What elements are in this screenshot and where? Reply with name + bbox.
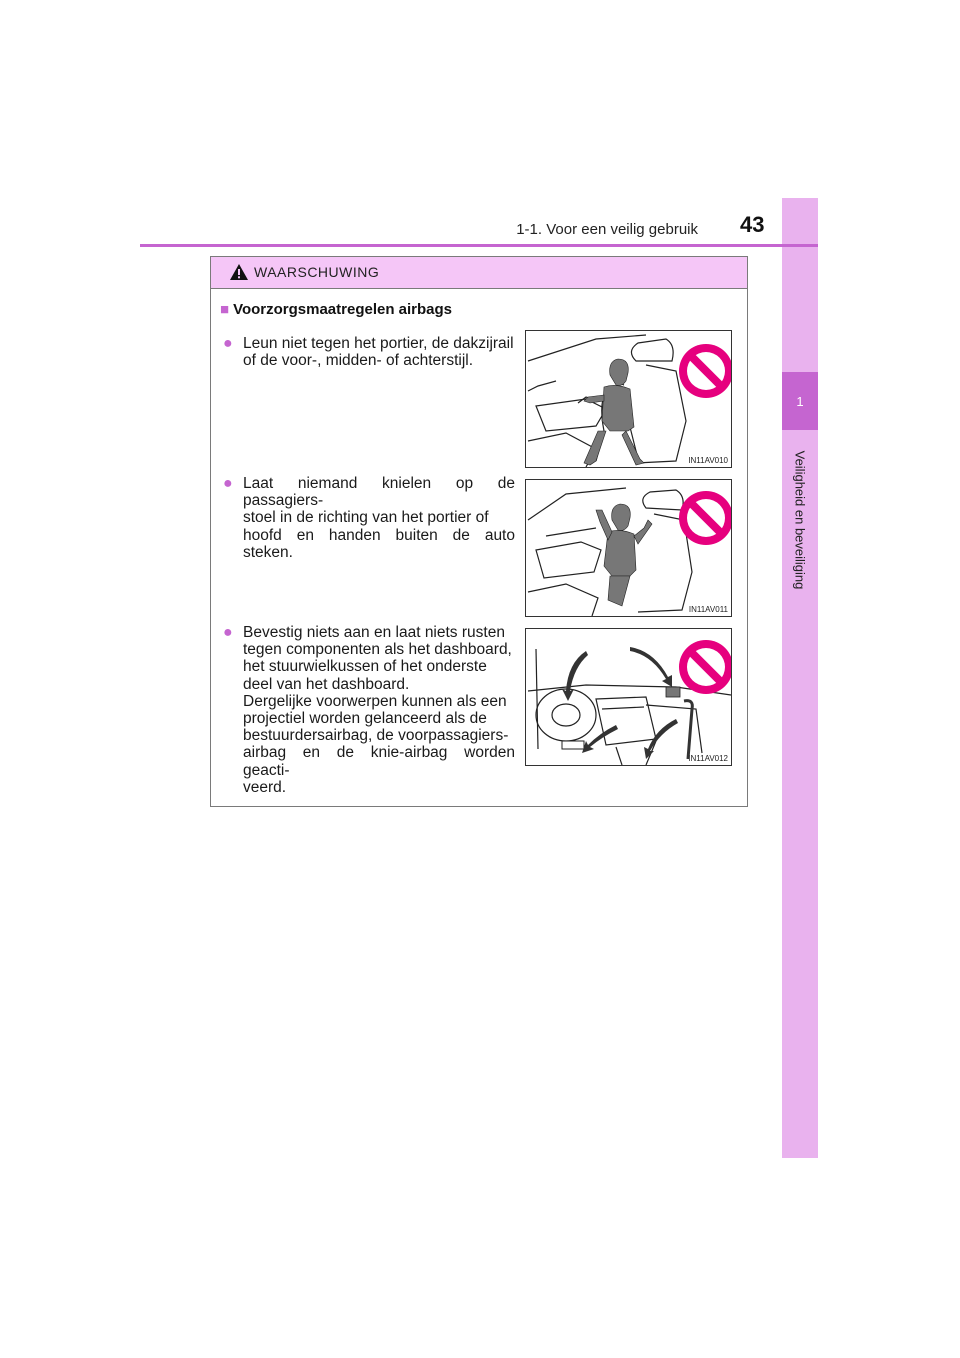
section-title: 1-1. Voor een veilig gebruik xyxy=(516,221,698,238)
bullet-icon: ● xyxy=(223,624,233,641)
list-item-text: Bevestig niets aan en laat niets rusten tegen componenten als het dashboard, het stuurwielkussen of het onderste deel van het dashboard. Dergelijke voorwerpen kunnen als een projectiel worden gelanceerd als de bestuurdersairbag, de voorpassagiers- airbag en de knie-airbag worden geacti- veerd. xyxy=(243,624,515,796)
figure-lean-on-door xyxy=(525,330,732,468)
illustration-lean-on-door xyxy=(526,331,731,467)
chapter-side-tab xyxy=(782,198,818,1158)
list-item-text: Leun niet tegen het portier, de dakzijrail of de voor-, midden- of achterstijl. xyxy=(243,335,514,370)
figure-kneeling-passenger xyxy=(525,479,732,617)
page-number: 43 xyxy=(740,212,765,237)
figure-dashboard-objects xyxy=(525,628,732,766)
header-rule xyxy=(140,244,818,247)
warning-subheading: ■ Voorzorgsmaatregelen airbags xyxy=(220,301,453,318)
warning-title: WAARSCHUWING xyxy=(254,264,380,280)
list-item xyxy=(223,335,515,369)
warning-header xyxy=(211,257,747,289)
chapter-number: 1 xyxy=(782,372,818,430)
figure-code: IN11AV011 xyxy=(688,605,728,614)
illustration-dashboard-objects xyxy=(526,629,731,765)
illustration-kneeling-passenger xyxy=(526,480,731,616)
warning-box xyxy=(210,256,748,807)
bullet-icon: ● xyxy=(223,335,233,352)
warning-triangle-icon xyxy=(229,263,249,281)
figure-code: IN11AV010 xyxy=(688,456,728,465)
subheading-text: Voorzorgsmaatregelen airbags xyxy=(233,301,453,318)
bullet-icon: ● xyxy=(223,475,233,492)
list-item xyxy=(223,475,515,561)
chapter-title: Veiligheid en beveiliging xyxy=(792,450,808,590)
figure-code: IN11AV012 xyxy=(688,754,728,763)
list-item-text: Laat niemand knielen op de passagiers- stoel in de richting van het portier of hoofd en handen buiten de auto steken. xyxy=(243,475,515,561)
list-item xyxy=(223,624,515,796)
